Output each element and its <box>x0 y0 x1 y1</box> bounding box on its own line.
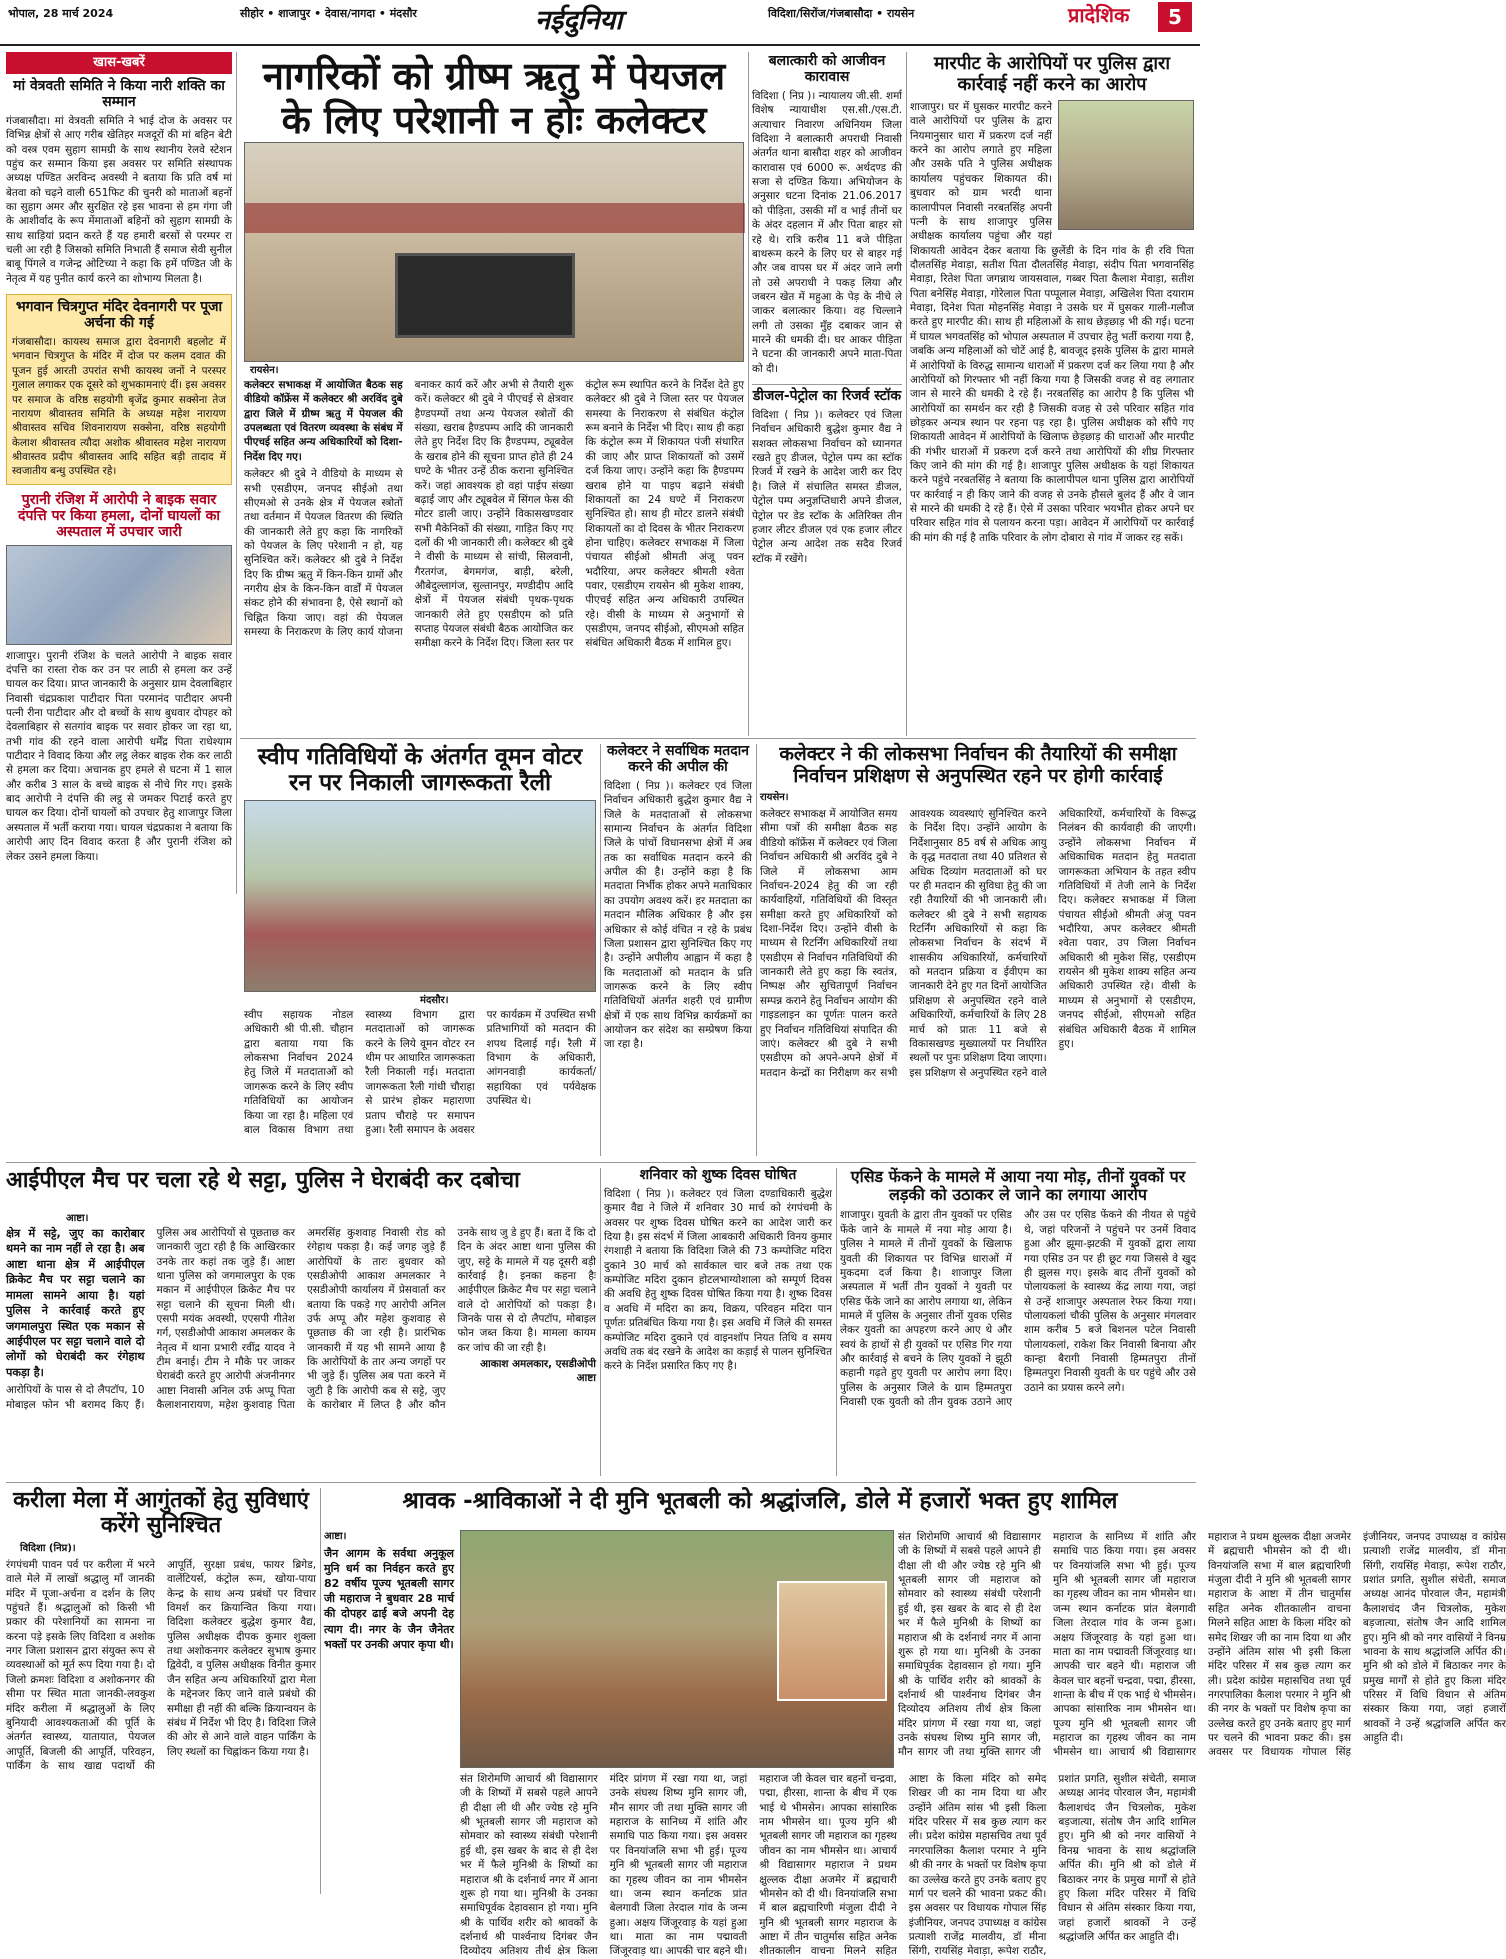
section-name: प्रादेशिक <box>1068 3 1130 27</box>
masthead <box>0 0 1200 46</box>
appeal-body: विदिशा ( निप्र )। कलेक्टर एवं जिला निर्वाचन अधिकारी बुद्धेश कुमार वैद्य ने जिले के मतदाताओं से लोकसभा सामान्य निर्वाचन के अंतर्गत विदिशा जिले के पांचों विधानसभा क्षेत्रों में अब तक का सर्वाधिक मतदान करने की अपील की है। उन्होंने कहा है कि मतदाता निर्भीक होकर अपने मताधिकार का उपयोग अवश्य करें। हर मतदाता का मतदान मौलिक अधिकार है और इस अधिकार से कोई वंचित न रहे के प्रबंध जिला प्रशासन द्वारा सुनिश्चित किए गए है। उन्होंने अपीलीय आह्वान में कहा है कि मतदाताओं को मतदान के प्रति जागरूक करने के लिए स्वीप गतिविधियों अंतर्गत शहरी एवं ग्रामीण क्षेत्रों में एक साथ विभिन्न कार्यक्रमों का आयोजन कर संदेश का सम्प्रेषण किया जा रहा है। <box>604 779 752 1051</box>
newspaper-logo: नईदुनिया <box>535 5 623 36</box>
police-story <box>910 54 1194 730</box>
lead-headline-box <box>244 54 744 143</box>
sidebar-story3-title: पुरानी रंजिश में आरोपी ने बाइक सवार दंपत्ति पर किया हमला, दोनों घायलों का अस्पताल में उपचार जारी <box>18 491 220 540</box>
court-column <box>752 54 902 730</box>
ipl-dateline: आष्टा। <box>66 1213 89 1224</box>
column-divider <box>748 52 749 736</box>
column-divider <box>906 52 907 736</box>
sidebar-story1-title: मां वेत्रवती समिति ने किया नारी शक्ति का सम्मान <box>13 77 225 110</box>
muni-headline-box <box>324 1488 1196 1526</box>
police-body: शाजापुर। घर में घुसकर मारपीट करने वाले आरोपियों पर पुलिस के द्वारा नियमानुसार धारा में प्रकरण दर्ज नहीं करने का आरोप लगाते हुए महिला और उसके पति ने पुलिस अधीक्षक कार्यालय पहुंचकर शिकायत की। बुधवार को ग्राम भरदी थाना कालापीपल निवासी नरबतसिंह अपनी पत्नी के साथ शाजापुर पुलिस अधीक्षक कार्यालय पहुंचा और यहां शिकायती आवेदन देकर बताया कि छुलेंडी के दिन गांव के ही रवि पिता दौलतसिंह मेवाड़ा, सतीश पिता दौलतसिंह मेवाड़ा, संदीप पिता भगवानसिंह मेवाड़ा, रितेश पिता जगन्नाथ जायसवाल, गब्बर पिता कैलाश मेवाड़ा, सतीश पिता बनेसिंह मेवाड़ा, गोरेलाल पिता पप्पूलाल मेवाड़ा, अखिलेश पिता दयाराम मेवाड़ा, दिनेश पिता मोहनसिंह मेवाड़ा ने उसके घर में घुसकर गाली-गलौज करते हुए मारपीट की। साथ ही महिलाओं के साथ छेड़छाड़ भी की गई। घटना में घायल भगवतसिंह को भोपाल अस्पताल में उपचार हेतु भर्ती कराया गया है, जबकि अन्य महिलाओं को चोटें आई है, बावजूद इसके पुलिस के द्वारा मामले में आरोपियों के विरुद्ध सामान्य धाराओं में प्रकरण दर्ज कर लिया गया है और आरोपियों को गिरफ्तार भी नहीं किया गया है जिसकी वजह से वह लगातार जान से मारने की धमकी दे रहे हैं। नरबतसिंह का आरोप है कि पुलिस भी आरोपियों का समर्थन कर रही है जिसकी वजह से उसे परिवार सहित गांव छोड़कर अन्यत्र स्थान पर रहना पड़ रहा है। पुलिस अधीक्षक को सौंपे गए शिकायती आवेदन में आरोपियों के खिलाफ छेड़छाड़ की धाराओं और मारपीट की गंभीर धाराओं में प्रकरण दर्ज करने तथा आरोपियों की शीघ्र गिरफ्तार किए जाने की मांग की गई है। शाजापुर पुलिस अधीक्षक के यहां शिकायत करने पहुंचे नरबतसिंह ने बताया कि कालापीपल थाना पुलिस द्वारा आरोपियों पर कार्रवाई न ही किए जाने की वजह से उनके हौसले बुलंद हैं और वे जान से मारने की धमकी दे रहे हैं। ऐसे में उसका परिवार भयभीत होकर अपने घर परिवार सहित गांव से पलायन करना पड़ा। आवेदन में आरोपियों पर कार्रवाई की मांग की गई है ताकि परिवार के लोग दोबारा से गांव में जाकर रह सकें। <box>910 101 1194 544</box>
lead-intro: कलेक्टर सभाकक्ष में आयोजित बैठक सह वीडियो कॉफ्रेंस में कलेक्टर श्री अरविंद दुबे द्वारा जिले में ग्रीष्म ऋतु में पेयजल की उपलब्धता एवं वितरण व्यवस्था के संबंध में पीएचई सहित अन्य अधिकारियों को दिशा-निर्देश दिए गए। <box>244 379 403 463</box>
court-headline: बलात्कारी को आजीवन कारावास <box>768 53 886 85</box>
muni-dateline: आष्टा। <box>324 1531 347 1542</box>
sidebar-story1-body: गंजबासौदा। मां वेत्रवती समिति ने भाई दोज के अवसर पर विभिन्न क्षेत्रों से आए गरीब खेतिहर मजदूरों की मां बहिन बेटी को वस्त्र एवम सुहाग सामग्री के साथ स्थानीय रेलवे स्टेशन पहुंच कर सम्मान किया इस अवसर पर समिति संस्थापक अध्यक्ष पण्डित अरविन्द अवस्थी ने बताया कि प्रति वर्ष मां बेतवा को चढ़ने वाली 651फिट की चुनरी को माताओं बहनों का सुहाग अमर और सुरक्षित रहे इस भावना से हम गंगा जी के आशीर्वाद के रूप मेंमाताओं बहिनों को सुहाग सामग्री के साथ साड़ियां प्रदान करते हैं यह हमारी बरसों से परम्पर रा चली आ रही है जिसको समिति निभाती हैं समाज सेवी सुनील बाबू पिंगले व गजेन्द्र ओटिच्या ने कहा कि हमें पण्डित जी के नेतृत्व में यह पुनीत कार्य करने का शोभाग्य मिलता है। <box>6 114 232 285</box>
dryday-body: विदिशा ( निप्र )। कलेक्टर एवं जिला दण्डाधिकारी बुद्धेश कुमार वैद्य ने जिले में शनिवार 30 मार्च को रंगपंचमी के अवसर पर शुष्क दिवस घोषित करने का आदेश जारी कर दिया है। इस संदर्भ में जिला आबकारी अधिकारी विनय कुमार रंगशाही ने बताया कि विदिशा जिले की 73 कम्पोजिट मदिरा दुकाने 30 मार्च को सार्वकाल चार बजे तक तथा एक कम्पोजिट मदिरा दुकान होटलभाग्योशाला को सम्पूर्ण दिवस की अवधि हेतु शुष्क दिवस घोषित किया गया है। शुष्क दिवस व अवधि में मदिरा का क्रय, विक्रय, परिवहन मदिरा पान पूर्णतः प्रतिबंधित किया गया है। इस अवधि में जिले की समस्त कम्पोजिट मदिरा दुकाने एवं वाइनशॉप नियत तिथि व समय अवधि तक बंद रखने के आदेश का कड़ाई से पालन सुनिश्चित करने के निर्देश प्रसारित किए गए है। <box>604 1187 832 1373</box>
sveep-text <box>244 1008 596 1156</box>
row-divider <box>6 1162 1196 1163</box>
page-number: 5 <box>1158 2 1192 32</box>
court-body: विदिशा ( निप्र )। न्यायालय जी.सी. शर्मा विशेष न्यायाधीश एस.सी./एस.टी. अत्याचार निवारण अधिनियम जिला विदिशा ने बलात्कारी अपराधी निवासी अंतर्गत थाना बासौदा शहर को आजीवन कारावास एवं 6000 रू. अर्थदण्ड की सजा से दण्डित किया। अभियोजन के अनुसार घटना दिनांक 21.06.2017 को पीड़िता, उसकी मॉं व भाई तीनों घर के अंदर दहलान में और पिता बाहर सो रहे थे। रात्रि करीब 11 बजे पीड़िता बाथरूम करने के लिए घर से बाहर गई और जब वापस घर में अंदर जाने लगी तो उसे अपराधी ने पकड़ लिया और जबरन खेत में महुआ के पेड़ के नीचे ले जाकर बलात्कार किया। वह चिल्लाने लगी तो उसका मुँह दबाकर जान से मारने की धमकी दी। घर आकर पीड़िता ने घटना की जानकारी अपने माता-पिता को दी। <box>752 89 902 375</box>
edition-date: भोपाल, 28 मार्च 2024 <box>8 7 114 20</box>
dryday-headline: शनिवार को शुष्क दिवस घोषित <box>639 1167 797 1183</box>
sidebar-story2-body: गंजबासौदा। कायस्थ समाज द्वारा देवनागरी बहलोट में भगवान चित्रगुप्त के मंदिर में दोज पर कलम दवात की पूजन हुई आरती उपरांत सभी कायस्थ जनों ने परस्पर गुलाल लगाकर एक दूसरे को शुभकामनाएं दीं। इस अवसर पर समाज के वरिष्ठ सहयोगी बृजेंद्र कुमार सक्सेना तेज नारायण श्रीवास्तव समिति के अध्यक्ष महेश नारायण श्रीवास्तव सचिव शिवनारायण सक्सेना, वरिष्ठ सहयोगी केलाश श्रीवास्तव त्यौदा अशोक श्रीवास्तव महेश नारायण श्रीवास्तव प्रदीप श्रीवास्तव आदि सहित बड़ी तादाद में स्वजातीय बन्धु उपस्थित रहे। <box>12 336 226 478</box>
lead-headline: नागरिकों को ग्रीष्म ऋतु में पेयजल के लिए परेशानी न होः कलेक्टर <box>262 54 726 143</box>
khas-khabre-label: खास-खबरें <box>6 52 232 74</box>
sidebar-story3-body: शाजापुर। पुरानी रंजिश के चलते आरोपी ने बाइक सवार दंपत्ति का रास्ता रोक कर उन पर लाठी से हमला कर उन्हें घायल कर दिया। प्राप्त जानकारी के अनुसार ग्राम देवलाबिहार निवासी चंद्रप्रकाश पाटीदार पिता परमानंद पाटीदार अपनी पत्नी रीना पाटीदार और दो बच्चों के साथ बुधवार दोपहर को देवलाबिहार से सतगांव बाइक पर सवार होकर जा रहा था, तभी गांव की रहने वाला आरोपी धर्मेंद्र पिता राधेश्याम पाटीदार ने विवाद किया और लट्ठ लेकर बाइक रोक कर लाठी से हमला कर दिया। अचानक हुए हमले से घटना में 1 साल और करीब 3 साल के बच्चे बाइक से नीचे गिर गए। इसके बाद आरोपी ने दंपत्ति की लट्ठ से जमकर पिटाई करते हुए घायल कर दिया। दोनों घायलों को उपचार हेतु शाजापुर जिला अस्पताल में भर्ती कराया गया। घायल चंद्रप्रकाश ने बताया कि आरोपी आए दिन विवाद करता है और पुरानी रंजिश को लेकर उसने हमला किया। <box>6 649 232 863</box>
ipl-body: आरोपियों के पास से दो लैपटॉप, 10 मोबाइल फोन भी बरामद किए हैं। पुलिस अब आरोपियों से पूछताछ कर जानकारी जुटा रही है कि आखिरकार उनके तार कहां तक जुड़े हैं। आष्टा थाना पुलिस को जगमालपुरा के एक मकान में आईपीएल क्रिकेट मैच पर सट्टा चलाने की सूचना मिली थी। एसपी मयंक अवस्थी, एएसपी गीतेश गर्ग, एसडीओपी आकाश अमलकर के नेतृत्व में थाना प्रभारी रवींद्र यादव ने टीम बनाई। टीम ने मौके पर जाकर घेराबंदी करते हुए आरोपी अंजनीनगर आष्टा निवासी अनिल उर्फ अप्पू पिता कैलाशनारायण, महेश कुशवाह पिता अमरसिंह कुशवाह निवासी रोड को रंगेहाथ पकड़ा है। कई जगह जुड़े हैं आरोपियों के तारः बुधवार को एसडीओपी आकाश अमलकार ने एसडीओपी कार्यालय में प्रेसवार्ता कर बताया कि पकड़े गए आरोपी अनिल उर्फ अप्पू और महेश कुशवाह से पूछताछ की जा रही है। प्रारंभिक जानकारी में यह भी सामने आया है कि आरोपियों के तार अन्य जगहों पर भी जुड़े हैं। पुलिस अब पता करने में जुटी है कि आरोपी कब से सट्टे, जुए के कारोबार में लिप्त है और कौन उनके साथ जु डे हुए हैं। बता दें कि दो दिन के अंदर आष्टा थाना पुलिस की जुए, सट्टे के मामले में यह दूसरी बड़ी कार्रवाई है। इनका कहना हैः आईपीएल क्रिकेट मैच पर सट्टा चलाने वाले दो आरोपियों को पकड़ा है। जिनके पास से दो लैपटॉप, मोबाइल फोन जब्त किया है। मामला कायम कर जांच की जा रही है। <box>6 1226 596 1412</box>
loksabha-body: कलेक्टर सभाकक्ष में आयोजित समय सीमा पत्रों की समीक्षा बैठक सह वीडियो कॉफ्रेंस में कलेक्टर एवं जिला निर्वाचन अधिकारी श्री अरविंद दुबे ने जिले में लोकसभा आम निर्वाचन-2024 हेतु की जा रही कार्यवाहियों, गतिविधियों की विस्तृत समीक्षा करते हुए अधिकारियों को दिशा-निर्देश दिए। उन्होंने वीसी के माध्यम से रिटर्निंग अधिकारियों तथा एसडीएम से निर्वाचन गतिविधियों की जानकारी लेते हुए कहा कि स्वतंत्र, निष्पक्ष और सुचितापूर्ण निर्वाचन सम्पन्न कराने हेतु निर्वाचन आयोग की गाइडलाइन का पूर्णतः पालन करते हुए निर्वाचन गतिविधियां संपादित की जाएं। कलेक्टर श्री दुबे ने सभी एसडीएम को अपने-अपने क्षेत्रों में मतदान केन्द्रों का निरीक्षण कर सभी आवश्यक व्यवस्थाएं सुनिश्चित करने के निर्देश दिए। उन्होंने आयोग के निर्देशानुसार 85 वर्ष से अधिक आयु के वृद्ध मतदाता तथा 40 प्रतिशत से अधिक दिव्यांग मतदाताओं को घर पर ही मतदान की सुविधा हेतु की जा रही तैयारियों की भी जानकारी ली। कलेक्टर श्री दुबे ने सभी सहायक रिटर्निंग अधिकारियों से कहा कि लोकसभा निर्वाचन के संदर्भ में शासकीय अधिकारियों, कर्मचारियों को मतदान प्रक्रिया व ईवीएम का जानकारी देने हुए गत दिनों आयोजित प्रशिक्षण से अनुपस्थित रहने वाले अधिकारियों, कर्मचारियों के लिए 28 मार्च को प्रातः 11 बजे से विकासखण्ड मुख्यालयों पर निर्धारित स्थलों पर पुनः प्रशिक्षण दिया जाएगा। इस प्रशिक्षण से अनुपस्थित रहने वाले अधिकारियों, कर्मचारियों के विरूद्ध निलंबन की कार्यवाही की जाएगी। उन्होंने लोकसभा निर्वाचन में अधिकाधिक मतदान हेतु मतदाता जागरूकता अभियान के तहत स्वीप गतिविधियों में तेजी लाने के निर्देश दिए। कलेक्टर सभाकक्ष में जिला पंचायत सीईओ श्रीमती अंजू पवन भदौरिया, अपर कलेक्टर श्रीमती श्वेता पवार, उप जिला निर्वाचन अधिकारी श्री मुकेश सिंह, एसडीएम रायसेन श्री मुकेश शाक्य सहित अन्य अधिकारी उपस्थित रहे। वीसी के माध्यम से अनुभागों से एसडीएम, जनपद सीईओ, सीएमओ सहित संबंधित अधिकारी बैठक में शामिल हुए। <box>760 808 1196 1079</box>
loksabha-dateline: रायसेन। <box>760 792 789 804</box>
lead-text <box>244 378 744 726</box>
ipl-intro: क्षेत्र में सट्टे, जुए का कारोबार थमने का नाम नहीं ले रहा है। अब आष्टा थाना क्षेत्र में आईपीएल क्रिकेट मैच पर सट्टा चलाने का मामला सामने आया है। यहां पुलिस ने कार्रवाई करते हुए जगमालपुरा स्थित एक मकान से आईपीएल पर सट्टा चलाने वाले दो लोगों को घेराबंदी कर रंगेहाथ पकड़ा है। <box>6 1226 145 1379</box>
meeting-photo <box>244 142 744 362</box>
kareela-body: रंगपंचमी पावन पर्व पर करीला में भरने वाले मेले में लाखों श्रद्धालु माँ जानकी मंदिर में पूजा-अर्चना व दर्शन के लिए पहुंचते हैं। श्रद्धालुओं को किसी भी प्रकार की परेशानियों का सामना ना करना पड़े इसके लिए विदिशा व अशोक नगर जिला प्रशासन द्वारा संयुक्त रूप से व्यवस्थाओं को मूर्त रूप दिया गया है। दो जिलो क्रमशः विदिशा व अशोकनगर की सीमा पर स्थित माता जानकी-लवकुश मंदिर करीला में श्रद्धालुओं के लिए बुनियादी आवश्यकताओं की पूर्ति के अंतर्गत स्वास्थ्य, यातायात, पेयजल आपूर्ति, बिजली की आपूर्ति, परिवहन, पार्किंग के साथ खाद्य पदार्थो की आपूर्ति, सुरक्षा प्रबंध, फायर ब्रिगेड, वालेंटियर्स, कंट्रोल रूम, खोया-पाया केन्द्र के साथ अन्य प्रबंधों पर विचार विमर्श कर क्रियान्वित किया गया। विदिशा कलेक्टर बुद्धेश कुमार वैद्य, पुलिस अधीक्षक दीपक कुमार शुक्ला तथा अशोकनगर कलेक्टर सुभाष कुमार द्विवेदी, व पुलिस अधीक्षक विनीत कुमार जैन सहित अन्य अधिकारियों द्वारा मेला के मद्देनजर किए जाने वाले प्रबंधो की समीक्षा ही नहीं की बल्कि क्रियान्वयन के संबंध में निर्देश भी दिए है। विदिशा जिले की ओर से आने वाले वाहन पार्किंग के लिए स्थलों का चिह्नांकन किया गया है। <box>6 1558 316 1772</box>
kareela-dateline: विदिशा (निप्र)। <box>20 1543 76 1555</box>
muni-body-side-mask <box>898 1530 1506 1768</box>
column-divider <box>600 744 601 1156</box>
column-divider <box>320 1488 321 1894</box>
sidebar-story2-title: भगवान चित्रगुप्त मंदिर देवनागरी पर पूजा अर्चना की गई <box>15 299 223 332</box>
ipl-sign: आकाश अमलकार, एसडीओपी आष्टा <box>480 1358 596 1385</box>
muni-body: संत शिरोमणि आचार्य श्री विद्यासागर जी के शिष्यों में सबसे पहले आपने ही दीक्षा ली थी और ज्येष्ठ रहे मुनि श्री भूतबली सागर जी महाराज को सोमवार को स्वास्थ्य संबंधी परेशानी हुई थी, इस खबर के बाद से ही देश भर में फैले मुनिश्री के शिष्यों का महाराज श्री के दर्शनार्थ नगर में आना शुरू हो गया था। मुनिश्री के उनका समाधिपूर्वक देहावसान हो गया। मुनि श्री के पार्थिव शरीर को श्रावकों के दर्शनार्थ श्री पार्श्वनाथ दिगंबर जैन दिव्योदय अतिशय तीर्थ क्षेत्र किला मंदिर प्रांगण में रखा गया था, जहां उनके संघस्थ शिष्य मुनि सागर जी, मौन सागर जी तथा मुक्ति सागर जी महाराज के सानिध्य में शांति और समाधि पाठ किया गया। इस अवसर पर विनयांजलि सभा भी हुई। पूज्य मुनि श्री भूतबली सागर जी महाराज का गृहस्थ जीवन का नाम भीमसेन था। जन्म स्थान कर्नाटक प्रांत बेलगावी जिला तेरदाल गांव के जन्म हुआ। अक्षय जिंजूरवाड़ के यहां हुआ था। माता का नाम पद्मावती जिंजूरवाड़ था। आपकी चार बहने थी। महाराज जी केवल चार बहनों चन्द्रवा, पद्मा, हीरसा, शान्ता के बीच में एक भाई थे भीमसेन। आपका सांसारिक नाम भीमसेन था। पूज्य मुनि श्री भूतबली सागर जी महाराज का गृहस्थ जीवन का नाम भीमसेन था। आचार्य श्री विद्यासागर महाराज ने प्रथम क्षुल्लक दीक्षा अजमेर में ब्रह्मचारी भीमसेन को दी थी। विनयांजलि सभा में बाल ब्रह्मचारिणी मंजुला दीदी ने मुनि श्री भूतबली सागर महाराज के आष्टा में तीन चातुर्मास सहित अनेक शीतकालीन वाचना मिलने सहित आष्टा के किला मंदिर को समेद शिखर जी का नाम दिया था और उन्होंने अंतिम सांस भी इसी किला मंदिर परिसर में सब कुछ त्याग कर ली। प्रदेश कांग्रेस महासचिव तथा पूर्व नगरपालिका कैलाश परमार ने मुनि श्री की नगर के भक्तों पर विशेष कृपा का उल्लेख करते हुए उनके बताए हुए मार्ग पर चलने की भावना प्रकट की। इस अवसर पर विधायक गोपाल सिंह इंजीनियर, जनपद उपाध्यक्ष व कांग्रेस प्रत्याशी राजेंद्र मालवीय, डॉ मीना सिंगी, रायसिंह मेवाड़ा, रूपेश राठौर, प्रशांत प्रगति, सुशील संचेती, समाज अध्यक्ष आनंद पोरवाल जैन, महामंत्री कैलाशचंद जैन चित्रलोक, मुकेश बड़जात्या, संतोष जैन आदि शामिल हुए। मुनि श्री को नगर वासियों ने विनम्र भावना के साथ श्रद्धांजलि अर्पित की। मुनि श्री को डोले में बिठाकर नगर के प्रमुख मार्गों से होते हुए किला मंदिर परिसर में विधि विधान से अंतिम संस्कार किया गया, जहां हजारों श्रावकों ने उन्हें श्रद्धांजलि अर्पित कर आहुति दी। <box>460 1773 1196 1958</box>
dryday-story <box>604 1168 832 1476</box>
edition-cities-left: सीहोर • शाजापुर • देवास/नागदा • मंदसौर <box>240 7 417 20</box>
column-divider <box>600 1168 601 1476</box>
column-divider <box>756 744 757 1156</box>
diesel-headline: डीजल-पेट्रोल का रिजर्व स्टॉक <box>752 384 902 405</box>
kareela-story <box>6 1488 316 1894</box>
complainants-photo <box>1058 100 1194 230</box>
rally-photo <box>244 800 596 992</box>
sidebar-story2-box <box>6 294 232 485</box>
ipl-text <box>6 1212 596 1476</box>
muni-intro: जैन आगम के सर्वथा अनुकूल मुनि धर्म का निर्वहन करते हुए 82 वर्षीय पूज्य भूतबली सागर जी महाराज ने बुधवार 28 मार्च की दोपहर ढाई बजे अपनी देह त्याग दी। नगर के जैन जैनेतर भक्तों पर उनकी अपार कृपा थी। <box>324 1546 454 1651</box>
diesel-body: विदिशा ( निप्र )। कलेक्टर एवं जिला निर्वाचन अधिकारी बुद्धेश कुमार वैद्य ने सशक्त लोकसभा निर्वाचन को ध्यानगत रखते हुए डीजल, पेट्रोल पम्प का स्टॉक रिजर्व में रखने के आदेश जारी कर दिए है। जिले में संचालित समस्त डीजल, पेट्रोल पम्प अनुज्ञप्तिधारी अपने डीजल, पेट्रोल पर डेड स्टॉक के अतिरिक्त तीन हजार लीटर डीजल एवं एक हजार लीटर पेट्रोल अन्य आदेश तक सदैव रिजर्व स्टॉक में रखेंगे। <box>752 409 902 565</box>
police-headline: मारपीट के आरोपियों पर पुलिस द्वारा कार्रवाई नहीं करने का आरोप <box>933 53 1171 95</box>
loksabha-headline: कलेक्टर ने की लोकसभा निर्वाचन की तैयारियों की समीक्षा निर्वाचन प्रशिक्षण से अनुपस्थित रहने पर होगी कार्रवाई <box>779 743 1177 787</box>
lead-body: कलेक्टर श्री दुबे ने वीडियो के माध्यम से सभी एसडीएम, जनपद सीईओ तथा सीएमओ से उनके क्षेत्र में पेयजल स्त्रोतों तथा वर्तमान में पेयजल वितरण की स्थिति की जानकारी लेते हुए कहा कि नागरिकों को पेयजल के लिए परेशानी न हो, यह सुनिश्चित करें। कलेक्टर श्री दुबे ने निर्देश दिए कि ग्रीष्म ऋतु में किन-किन ग्रामों और नगरीय क्षेत्र के किन-किन वार्डों में पेयजल संकट होने की संभावना है, ऐसे स्थानों को चिह्नित किया जाए। वहां की पेयजल समस्या के निराकरण के लिए कार्य योजना बनाकर कार्य करें और अभी से तैयारी शुरू करें। कलेक्टर श्री दुबे ने पीएचई से क्षेत्रवार हैण्डपम्पों तथा अन्य पेयजल स्त्रोतों की संख्या, खराब हैण्डपम्प आदि की जानकारी लेते हुए निर्देश दिए कि हैण्डपम्प, ट्यूबवेल के खराब होने की सूचना प्राप्त होते ही 24 घण्टे के भीतर उन्हें ठीक कराना सुनिश्चित करें। जहां आवश्यक हो वहां पाईप संख्या बढ़ाई जाए और ट्यूबवेल में सिंगल फेस की मोटर डाली जाए। उन्होंने विकासखण्डवार सभी मैकेनिकों की संख्या, गाड़ित किए गए दलों की भी जानकारी ली। कलेक्टर श्री दुबे ने वीसी के माध्यम से सांची, सिलवानी, गैरतगंज, बेगमगंज, बाड़ी, बरेली, औबेदुल्लागंज, सुल्तानपुर, मण्डीदीप आदि क्षेत्रों में पेयजल संबंधी पृथक-पृथक जानकारी लेते हुए एसडीएम को प्रति सप्ताह पेयजल संबंधी बैठक आयोजित कर समीक्षा करने के निर्देश दिए। जिला स्तर पर कंट्रोल रूम स्थापित करने के निर्देश देते हुए कलेक्टर श्री दुबे ने जिला स्तर पर पेयजल समस्या के निराकरण से संबंधित कंट्रोल रूम बनाने के निर्देश भी दिए। साथ ही कहा कि कंट्रोल रूम में शिकायत पंजी संधारित की जाए और प्राप्त शिकायतों को उसमें दर्ज किया जाए। उन्होंने कहा कि हैण्डपम्प खराब होने या पाइप बढ़ाने संबंधी शिकायतों का 24 घण्टे में निराकरण सुनिश्चित हो। साथ ही मोटर डालने संबंधी शिकायतों का दो दिवस के भीतर निराकरण होना चाहिए। कलेक्टर सभाकक्ष में जिला पंचायत सीईओ श्रीमती अंजू पवन भदौरिया, अपर कलेक्टर श्रीमती श्वेता पवार, एसडीएम रायसेन श्री मुकेश शाक्य, पीएचई सहित अन्य अधिकारी उपस्थित रहे। वीसी के माध्यम से अनुभागों से एसडीएम, जनपद सीईओ, सीएमओ सहित संबंधित अधिकारी बैठक में शामिल हुए। <box>244 379 744 650</box>
acid-body: शाजापुर। युवती के द्वारा तीन युवकों पर एसिड फेंके जाने के मामले में नया मोड़ आया है। पुलिस ने मामले में तीनों युवकों के खिलाफ युवती की शिकायत पर विभिन्न धाराओं में मुकदमा दर्ज किया है। शाजापुर जिला अस्पताल में भर्ती तीन युवकों ने युवती पर एसिड फेंके जाने का आरोप लगाया था, लेकिन मामले में पुलिस के अनुसार तीनों युवक एसिड लेकर युवती का अपहरण करने आए थे और स्वयं के हाथों से ही युवकों पर एसिड गिर गया और कार्रवाई से बचने के लिए युवकों ने झूठी कहानी गढ़ते हुए युवती पर आरोप लगा दिए। पुलिस के अनुसार जिले के ग्राम हिम्मतपुरा निवासी एक युवती को तीन युवक उठाने आए और उस पर एसिड फेंकने की नीयत से पहुंचे थे, जहां परिजनों ने पहुंचने पर उनमें विवाद हुआ और झूमा-झटकी में युवकों द्वारा लाया गया एसिड उन पर ही छूट गया जिससे वे खुद ही झुलस गए। इसके बाद तीनों युवकों को पोलायकलां के स्वास्थ्य केंद्र लाया गया, जहां से उन्हें शाजापुर अस्पताल रेफर किया गया। पोलायकलां चौकी पुलिस के अनुसार मंगलवार शाम करीब 5 बजे बिशनल पटेल निवासी पोलायकलां, राकेश किर निवासी बिनाया और कान्हा बैरागी निवासी हिम्मतपुरा तीनों हिम्मतपुरा निवासी युवती के घर पहुंचे और उसे उठाने का प्रयास करने लगे। <box>840 1209 1196 1409</box>
sveep-body: स्वीप सहायक नोडल अधिकारी श्री पी.सी. चौहान द्वारा बताया गया कि लोकसभा निर्वाचन 2024 हेतु जिले में मतदाताओं को जागरूक करने के लिए स्वीप गतिविधियों का आयोजन किया जा रहा है। महिला एवं बाल विकास विभाग तथा स्वास्थ्य विभाग द्वारा मतदाताओं को जागरूक करने के लिये वूमन वोटर रन थीम पर आधारित जागरूकता रैली निकाली गई। मतदाता जागरूकता रैली गांधी चौराहा से प्रारंभ होकर महाराणा प्रताप चौराहे पर समापन हुआ। रैली समापन के अवसर पर कार्यक्रम में उपस्थित सभी प्रतिभागियों को मतदान की शपथ दिलाई गई। रैली में विभाग के अधिकारी, आंगनवाड़ी कार्यकर्ता/सहायिका एवं पर्यवेक्षक उपस्थित थे। <box>244 1009 596 1136</box>
ipl-headline-box <box>6 1168 596 1208</box>
loksabha-story <box>760 744 1196 1156</box>
muni-headline: श्रावक -श्राविकाओं ने दी मुनि भूतबली को श्रद्धांजलि, डोले में हजारों भक्त हुए शामिल <box>402 1488 1118 1514</box>
monitor-shape <box>395 253 575 338</box>
muni-body-lower <box>460 1772 1196 1958</box>
column-divider <box>236 52 237 894</box>
sveep-headline-box <box>244 744 596 796</box>
appeal-headline: कलेक्टर ने सर्वाधिक मतदान करने की अपील की <box>606 743 750 775</box>
procession-photo <box>460 1530 894 1768</box>
lead-photo-caption: रायसेन। <box>250 365 279 376</box>
column-divider <box>836 1168 837 1476</box>
sidebar <box>6 52 232 894</box>
edition-cities-right: विदिशा/सिरोंज/गंजबासौदा • रायसेन <box>768 7 915 20</box>
kareela-headline: करीला मेला में आगुंतकों हेतु सुविधाएं करेंगे सुनिश्चित <box>13 1488 309 1539</box>
ipl-headline: आईपीएल मैच पर चला रहे थे सट्टा, पुलिस ने घेराबंदी कर दबोचा <box>6 1168 520 1193</box>
inset-photo <box>777 1581 887 1701</box>
row-divider <box>6 1482 1196 1483</box>
acid-headline: एसिड फेंकने के मामले में आया नया मोड़, तीनों युवकों पर लड़की को उठाकर ले जाने का लगाया आरोप <box>850 1167 1186 1205</box>
acid-story <box>840 1168 1196 1476</box>
row-divider <box>240 738 1196 739</box>
table-shape <box>245 203 745 233</box>
hospital-photo <box>6 545 232 645</box>
appeal-story <box>604 744 752 1156</box>
muni-body-side: संत शिरोमणि आचार्य श्री विद्यासागर जी के शिष्यों में सबसे पहले आपने ही दीक्षा ली थी और ज्येष्ठ रहे मुनि श्री भूतबली सागर जी महाराज को सोमवार को स्वास्थ्य संबंधी परेशानी हुई थी, इस खबर के बाद से ही देश भर में फैले मुनिश्री के शिष्यों का महाराज श्री के दर्शनार्थ नगर में आना शुरू हो गया था। मुनिश्री के उनका समाधिपूर्वक देहावसान हो गया। मुनि श्री के पार्थिव शरीर को श्रावकों के दर्शनार्थ श्री पार्श्वनाथ दिगंबर जैन दिव्योदय अतिशय तीर्थ क्षेत्र किला मंदिर प्रांगण में रखा गया था, जहां उनके संघस्थ शिष्य मुनि सागर जी, मौन सागर जी तथा मुक्ति सागर जी महाराज के सानिध्य में शांति और समाधि पाठ किया गया। इस अवसर पर विनयांजलि सभा भी हुई। पूज्य मुनि श्री भूतबली सागर जी महाराज का गृहस्थ जीवन का नाम भीमसेन था। जन्म स्थान कर्नाटक प्रांत बेलगावी जिला तेरदाल गांव के जन्म हुआ। अक्षय जिंजूरवाड़ के यहां हुआ था। माता का नाम पद्मावती जिंजूरवाड़ था। आपकी चार बहने थी। महाराज जी केवल चार बहनों चन्द्रवा, पद्मा, हीरसा, शान्ता के बीच में एक भाई थे भीमसेन। आपका सांसारिक नाम भीमसेन था। पूज्य मुनि श्री भूतबली सागर जी महाराज का गृहस्थ जीवन का नाम भीमसेन था। आचार्य श्री विद्यासागर महाराज ने प्रथम क्षुल्लक दीक्षा अजमेर में ब्रह्मचारी भीमसेन को दी थी। विनयांजलि सभा में बाल ब्रह्मचारिणी मंजुला दीदी ने मुनि श्री भूतबली सागर महाराज के आष्टा में तीन चातुर्मास सहित अनेक शीतकालीन वाचना मिलने सहित आष्टा के किला मंदिर को समेद शिखर जी का नाम दिया था और उन्होंने अंतिम सांस भी इसी किला मंदिर परिसर में सब कुछ त्याग कर ली। प्रदेश कांग्रेस महासचिव तथा पूर्व नगरपालिका कैलाश परमार ने मुनि श्री की नगर के भक्तों पर विशेष कृपा का उल्लेख करते हुए उनके बताए हुए मार्ग पर चलने की भावना प्रकट की। इस अवसर पर विधायक गोपाल सिंह इंजीनियर, जनपद उपाध्यक्ष व कांग्रेस प्रत्याशी राजेंद्र मालवीय, डॉ मीना सिंगी, रायसिंह मेवाड़ा, रूपेश राठौर, प्रशांत प्रगति, सुशील संचेती, समाज अध्यक्ष आनंद पोरवाल जैन, महामंत्री कैलाशचंद जैन चित्रलोक, मुकेश बड़जात्या, संतोष जैन आदि शामिल हुए। मुनि श्री को नगर वासियों ने विनम्र भावना के साथ श्रद्धांजलि अर्पित की। मुनि श्री को डोले में बिठाकर नगर के प्रमुख मार्गों से होते हुए किला मंदिर परिसर में विधि विधान से अंतिम संस्कार किया गया, जहां हजारों श्रावकों ने उन्हें श्रद्धांजलि अर्पित कर आहुति दी। <box>898 1531 1506 1759</box>
muni-intro-column <box>324 1530 454 1894</box>
sveep-photo-caption: मंदसौर। <box>420 995 449 1006</box>
sveep-headline: स्वीप गतिविधियों के अंतर्गत वूमन वोटर रन पर निकाली जागरूकता रैली <box>257 744 583 797</box>
